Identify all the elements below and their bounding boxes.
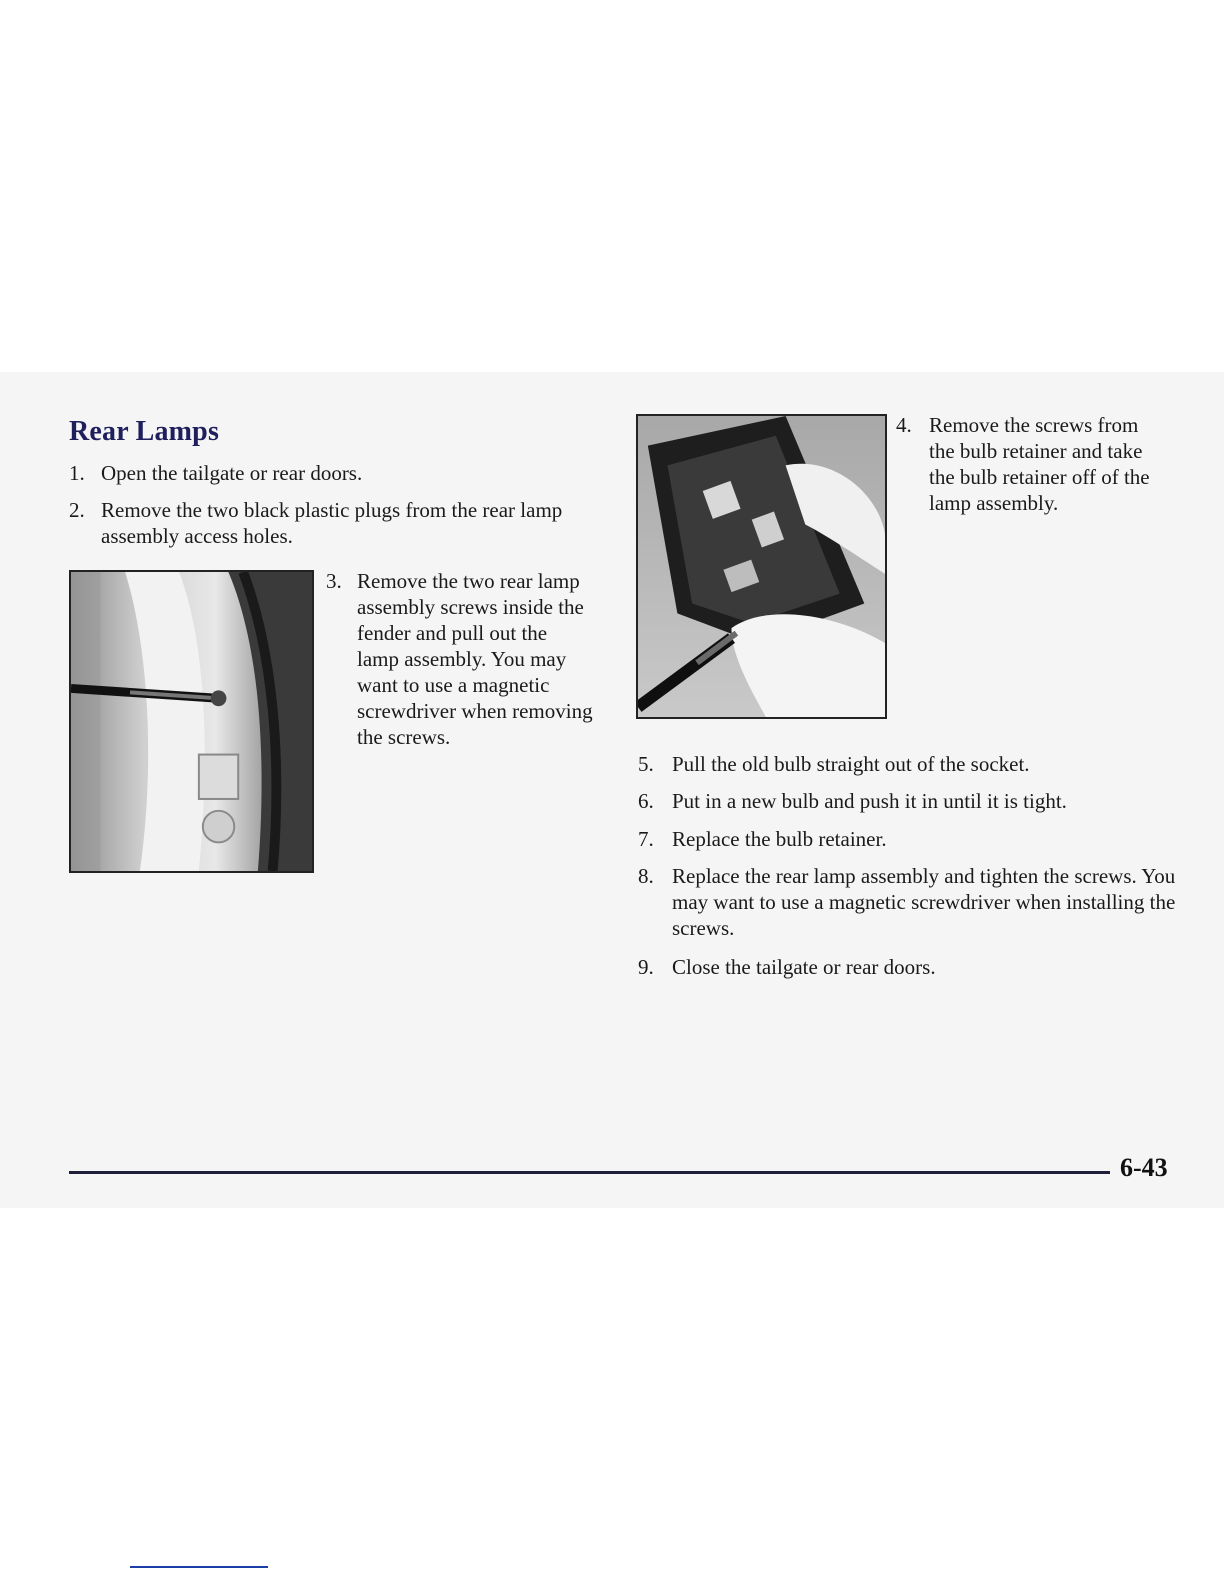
step-7 bbox=[638, 826, 1178, 852]
fender-screw-illustration bbox=[71, 572, 312, 871]
step-number: 4. bbox=[896, 413, 912, 437]
step-8 bbox=[638, 863, 1178, 941]
step-text: Close the tailgate or rear doors. bbox=[672, 955, 936, 979]
step-9 bbox=[638, 954, 1178, 980]
section-title: Rear Lamps bbox=[69, 416, 220, 447]
bulb-retainer-photo bbox=[636, 414, 887, 719]
step-3 bbox=[326, 568, 594, 750]
fender-screw-photo bbox=[69, 570, 314, 873]
step-number: 6. bbox=[638, 789, 654, 813]
step-text: Open the tailgate or rear doors. bbox=[101, 461, 363, 485]
step-2 bbox=[69, 497, 569, 549]
page-number: 6-43 bbox=[1120, 1153, 1168, 1182]
step-text: Remove the screws from the bulb retainer and take the bulb retainer off of the lamp assembly. bbox=[929, 413, 1150, 515]
step-text: Remove the two rear lamp assembly screws inside the fender and pull out the lamp assembly. You may want to use a magnetic screwdriver when removing the screws. bbox=[357, 569, 593, 749]
step-1 bbox=[69, 460, 589, 486]
bottom-link-underline bbox=[130, 1566, 268, 1568]
step-number: 2. bbox=[69, 498, 85, 522]
step-number: 1. bbox=[69, 461, 85, 485]
step-5 bbox=[638, 751, 1178, 777]
step-number: 8. bbox=[638, 864, 654, 888]
bulb-retainer-illustration bbox=[638, 416, 885, 717]
step-number: 3. bbox=[326, 569, 342, 593]
step-4 bbox=[896, 412, 1168, 516]
step-text: Remove the two black plastic plugs from the rear lamp assembly access holes. bbox=[101, 498, 563, 548]
footer-rule bbox=[69, 1171, 1110, 1174]
step-text: Replace the rear lamp assembly and tighten the screws. You may want to use a magnetic screwdriver when installing the screws. bbox=[672, 864, 1176, 940]
step-text: Put in a new bulb and push it in until it is tight. bbox=[672, 789, 1067, 813]
step-number: 5. bbox=[638, 752, 654, 776]
step-6 bbox=[638, 788, 1178, 814]
step-text: Pull the old bulb straight out of the socket. bbox=[672, 752, 1030, 776]
step-text: Replace the bulb retainer. bbox=[672, 827, 887, 851]
step-number: 7. bbox=[638, 827, 654, 851]
step-number: 9. bbox=[638, 955, 654, 979]
